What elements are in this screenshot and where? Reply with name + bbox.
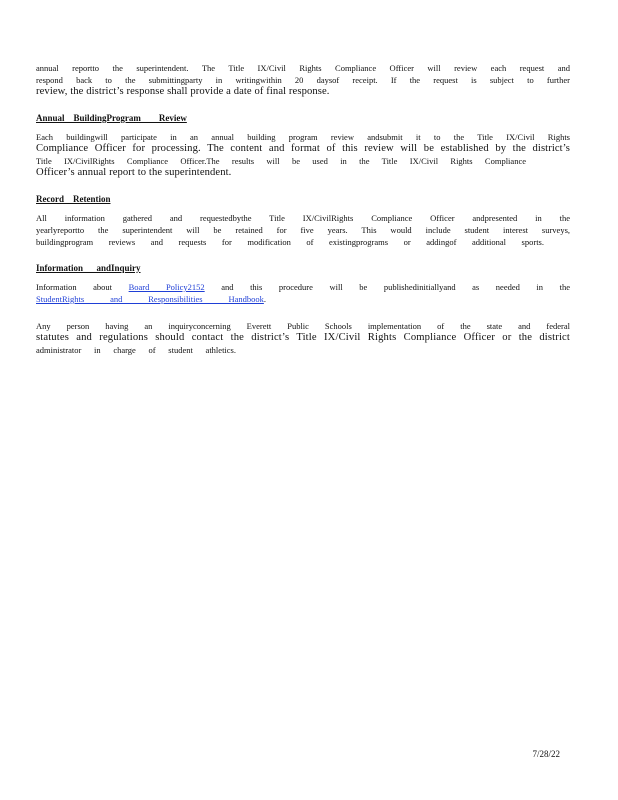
board-policy-link[interactable]: Board Policy2152 <box>128 282 205 292</box>
text-line: Title IX/CivilRights Compliance Officer.The results will be used in the Title IX/Civil Rights Compliance <box>36 156 526 166</box>
paragraph-inquiry <box>36 320 570 356</box>
text-line: annual reportto the superintendent. The Title IX/Civil Rights Compliance Officer will review each request and <box>36 63 570 73</box>
text-line: administrator in charge of student athletics. <box>36 345 236 355</box>
heading-record-retention: Record Retention <box>36 194 111 204</box>
handbook-link[interactable]: StudentRights and Responsibilities Handbook <box>36 294 264 304</box>
text-line: Each buildingwill participate in an annual building program review andsubmit it to the Title IX/Civil Rights <box>36 132 570 142</box>
heading-information-inquiry: Information andInquiry <box>36 263 141 273</box>
text-fragment: . <box>263 294 266 304</box>
paragraph-information <box>36 281 570 305</box>
text-fragment: Information about <box>36 282 113 292</box>
text-line <box>36 293 266 305</box>
text-line: respond back to the submittingparty in writingwithin 20 daysof receipt. If the request is subject to further <box>36 75 570 85</box>
heading-annual-review: Annual BuildingProgram Review <box>36 113 187 123</box>
text-line: Compliance Officer for processing. The content and format of this review will be established by the district’s <box>36 143 570 154</box>
footer-date: 7/28/22 <box>532 749 560 759</box>
text-line: Officer’s annual report to the superintendent. <box>36 167 232 178</box>
paragraph-record-retention <box>36 212 570 248</box>
text-line: All information gathered and requestedbythe Title IX/CivilRights Compliance Officer andpresented in the <box>36 213 570 223</box>
text-line: buildingprogram reviews and requests for modification of existingprograms or addingof additional sports. <box>36 237 544 247</box>
text-line: review, the district’s response shall provide a date of final response. <box>36 86 330 97</box>
paragraph-response-review <box>36 62 570 98</box>
paragraph-annual-review <box>36 131 570 179</box>
text-line <box>36 281 570 293</box>
text-line: Any person having an inquiryconcerning Everett Public Schools implementation of the state and federal <box>36 321 570 331</box>
text-line: yearlyreportto the superintendent will be retained for five years. This would include student interest surveys, <box>36 225 570 235</box>
text-line: statutes and regulations should contact the district’s Title IX/Civil Rights Compliance Officer or the district <box>36 332 570 343</box>
text-fragment: and this procedure will be publishedinitiallyand as needed in the <box>221 282 570 292</box>
